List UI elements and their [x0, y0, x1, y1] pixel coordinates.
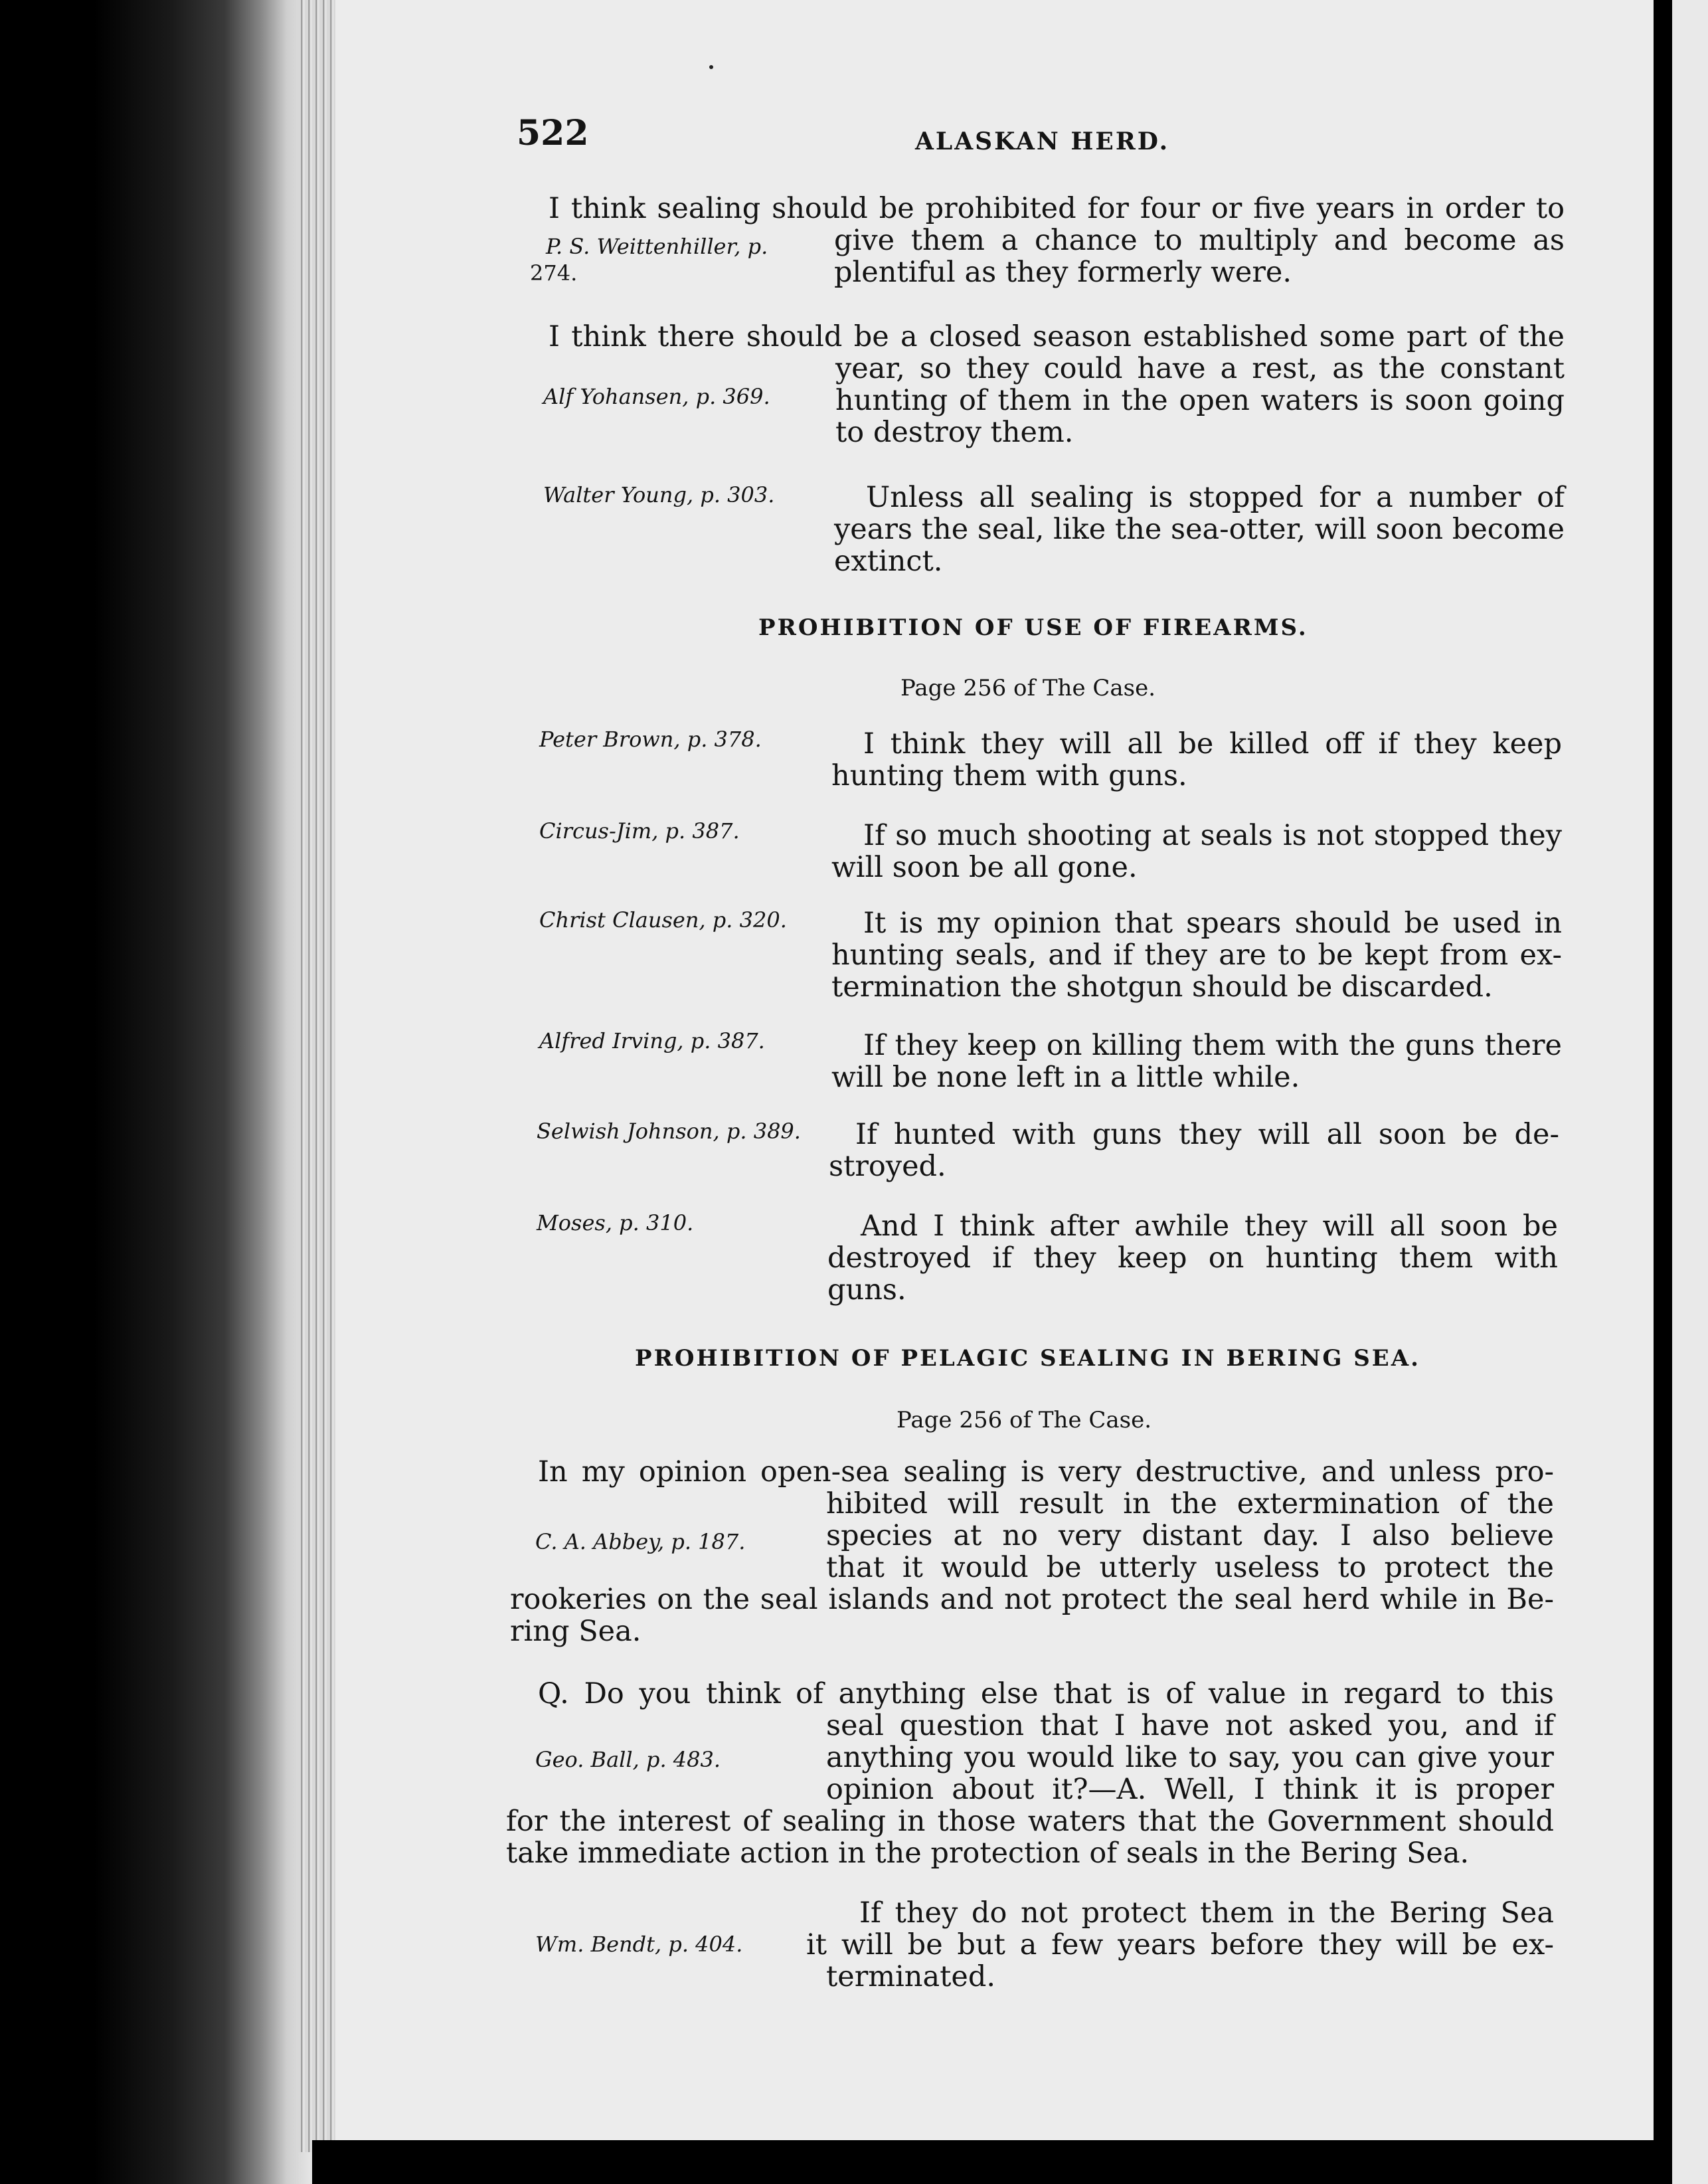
running-title: ALASKAN HERD.: [915, 128, 1170, 155]
citation-irving: Alfred Irving, p. 387.: [539, 1028, 765, 1053]
paragraph-abbey: In my opinion open-sea sealing is very destructive, and unless pro- hibited will result in the extermination of the species at no very distant day. I also believe that it would be utterly useless to protect the rookeries on the seal islands and not protect the seal herd while in Be- ring Sea.: [510, 1455, 1554, 1648]
section-title-firearms: PROHIBITION OF USE OF FIREARMS.: [758, 614, 1308, 641]
paragraph-moses: And I think after awhile they will all soon be destroyed if they keep on hunting them with guns.: [827, 1210, 1558, 1307]
paragraph-clausen: It is my opinion that spears should be used in hunting seals, and if they are to be kept from ex- termination the shotgun should be discarded.: [831, 907, 1562, 1004]
citation-young: Walter Young, p. 303.: [543, 482, 775, 507]
citation-yohansen: Alf Yohansen, p. 369.: [543, 384, 770, 409]
bottom-shadow: [312, 2140, 1660, 2184]
paragraph-young: Unless all sealing is stopped for a number of years the seal, like the sea-otter, will soon become extinct.: [834, 481, 1565, 578]
citation-abbey: C. A. Abbey, p. 187.: [535, 1529, 746, 1554]
section-title-pelagic: PROHIBITION OF PELAGIC SEALING IN BERING SEA.: [635, 1345, 1420, 1372]
paragraph-irving: If they keep on killing them with the guns there will be none left in a little while.: [831, 1029, 1562, 1094]
section-subtitle-firearms: Page 256 of The Case.: [900, 675, 1156, 701]
ink-speck: [709, 65, 713, 69]
citation-circus-jim: Circus-Jim, p. 387.: [539, 818, 740, 844]
paragraph-brown: I think they will all be killed off if they keep hunting them with guns.: [831, 727, 1562, 792]
paragraph-bendt: If they do not protect them in the Bering Sea it will be but a few years before they will be ex- terminated.: [806, 1896, 1554, 1993]
citation-brown: Peter Brown, p. 378.: [539, 727, 762, 752]
paragraph-ball: Q. Do you think of anything else that is of value in regard to this seal question that I have not asked you, and if anything you would like to say, you can give your opinion about it?—A. Well, I think it is proper for the interest of sealing in those waters that the Government should take immediate action in the protection of seals in the Bering Sea.: [506, 1677, 1554, 1870]
book-binding-shadow: [0, 0, 312, 2184]
citation-clausen: Christ Clausen, p. 320.: [539, 907, 787, 933]
citation-johnson: Selwish Johnson, p. 389.: [537, 1119, 801, 1144]
citation-bendt: Wm. Bendt, p. 404.: [535, 1932, 743, 1957]
section-subtitle-pelagic: Page 256 of The Case.: [897, 1407, 1152, 1433]
citation-weittenhiller: P. S. Weittenhiller, p.: [546, 234, 768, 259]
page-number: 522: [517, 113, 589, 153]
next-page-edge: [1654, 0, 1708, 2184]
paragraph-johnson: If hunted with guns they will all soon be de- stroyed.: [829, 1118, 1559, 1183]
citation-weittenhiller-page: 274.: [530, 260, 578, 286]
paragraph-yohansen: I think there should be a closed season established some part of the year, so they could have a rest, as the constant hunting of them in the open waters is soon going to destroy them.: [549, 320, 1565, 449]
citation-ball: Geo. Ball, p. 483.: [535, 1747, 721, 1772]
page-edges: [298, 0, 337, 2152]
paragraph-weittenhiller: I think sealing should be prohibited for four or five years in order to give them a chance to multiply and become as plentiful as they formerly were.: [549, 192, 1565, 289]
paragraph-circus-jim: If so much shooting at seals is not stopped they will soon be all gone.: [831, 819, 1562, 884]
citation-moses: Moses, p. 310.: [537, 1210, 694, 1235]
